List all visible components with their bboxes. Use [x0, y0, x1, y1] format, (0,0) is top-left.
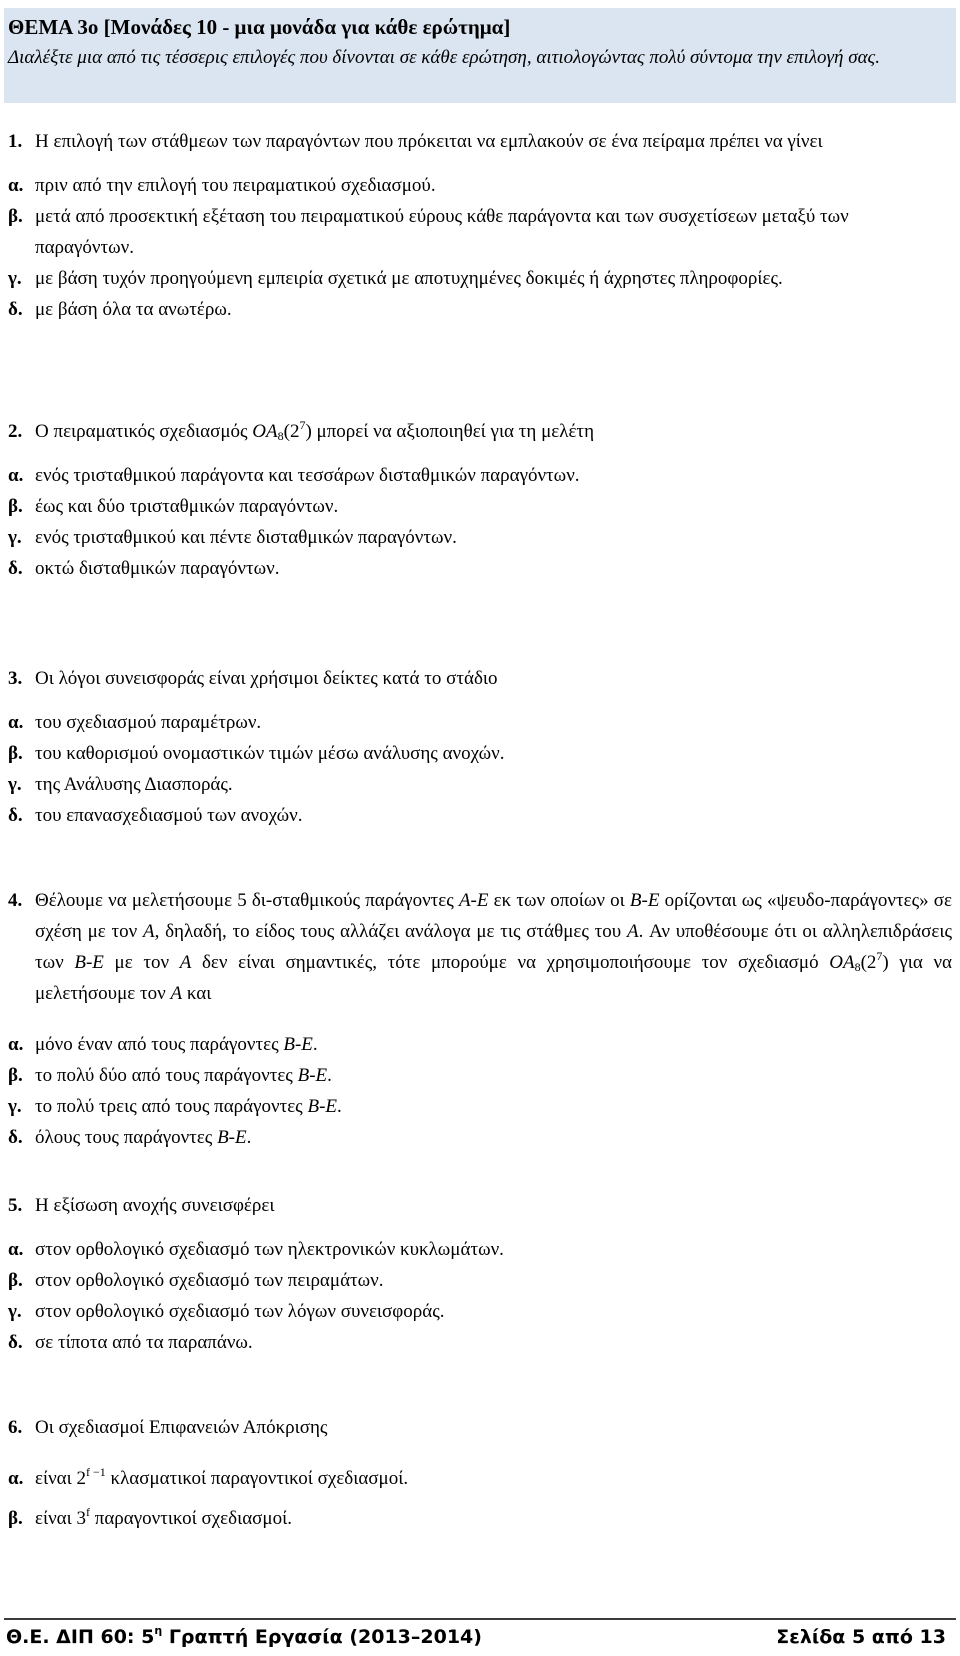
- option-a: [8, 1029, 952, 1060]
- option-a: [8, 170, 952, 201]
- option-text: με βάση όλα τα ανωτέρω.: [35, 299, 232, 320]
- question-text: Ο πειραματικός σχεδιασμός $OA_8(2^7)$ μπορεί να αξιοποιηθεί για τη μελέτη: [35, 418, 595, 443]
- option-text: με βάση τυχόν προηγούμενη εμπειρία σχετικά με αποτυχημένες δοκιμές ή άχρηστες πληροφορίες.: [35, 268, 783, 289]
- option-text: το πολύ δύο από τους παράγοντες B-E.: [35, 1065, 332, 1086]
- option-label: α.: [8, 175, 24, 196]
- option-text: πριν από την επιλογή του πειραματικού σχεδιασμού.: [35, 175, 436, 196]
- option-text: όλους τους παράγοντες B-E.: [35, 1127, 252, 1148]
- question-text: Οι σχεδιασμοί Επιφανειών Απόκρισης: [35, 1417, 328, 1438]
- option-a: [8, 460, 952, 491]
- option-label: β.: [8, 1270, 23, 1291]
- option-label: β.: [8, 1065, 23, 1086]
- question-1: [8, 126, 952, 325]
- option-text: μετά από προσεκτική εξέταση του πειραματικού εύρους κάθε παράγοντα και των συσχετίσεων μεταξύ των παραγόντων.: [35, 206, 849, 258]
- option-a: [8, 1234, 952, 1265]
- option-text: στον ορθολογικό σχεδιασμό των ηλεκτρονικών κυκλωμάτων.: [35, 1239, 504, 1260]
- option-label: δ.: [8, 1127, 23, 1148]
- option-label: δ.: [8, 1332, 23, 1353]
- option-d: [8, 800, 952, 831]
- question-5: [8, 1190, 952, 1358]
- design-name: OA: [252, 421, 278, 442]
- question-6: [8, 1412, 952, 1534]
- option-c: [8, 1091, 952, 1122]
- option-d: [8, 294, 952, 325]
- page-footer: [6, 1624, 946, 1650]
- question-number: 2.: [8, 421, 23, 442]
- option-label: γ.: [8, 1301, 22, 1322]
- question-text: Οι λόγοι συνεισφοράς είναι χρήσιμοι δείκτες κατά το στάδιο: [35, 668, 498, 689]
- option-text: του καθορισμού ονομαστικών τιμών μέσω ανάλυσης ανοχών.: [35, 743, 505, 764]
- option-label: α.: [8, 465, 24, 486]
- option-text: ενός τρισταθμικού παράγοντα και τεσσάρων δισταθμικών παραγόντων.: [35, 465, 580, 486]
- option-text: του επανασχεδιασμού των ανοχών.: [35, 805, 303, 826]
- option-text: σε τίποτα από τα παραπάνω.: [35, 1332, 253, 1353]
- section-instructions: Διαλέξτε μια από τις τέσσερις επιλογές που δίνονται σε κάθε ερώτηση, αιτιολογώντας πολύ σύντομα την επιλογή σας.: [8, 47, 881, 68]
- question-number: 6.: [8, 1417, 23, 1438]
- option-text: της Ανάλυσης Διασποράς.: [35, 774, 233, 795]
- question-text: Η επιλογή των στάθμεων των παραγόντων που πρόκειται να εμπλακούν σε ένα πείραμα πρέπει να γίνει: [35, 131, 823, 152]
- option-a: [8, 707, 952, 738]
- option-c: [8, 522, 952, 553]
- option-label: β.: [8, 1508, 23, 1529]
- section-banner: [4, 8, 956, 103]
- question-number: 5.: [8, 1195, 23, 1216]
- option-c: [8, 769, 952, 800]
- option-b: [8, 738, 952, 769]
- option-label: δ.: [8, 299, 23, 320]
- option-label: δ.: [8, 805, 23, 826]
- option-label: α.: [8, 1239, 24, 1260]
- option-text: στον ορθολογικό σχεδιασμό των πειραμάτων.: [35, 1270, 384, 1291]
- option-b: [8, 1265, 952, 1296]
- question-4: [8, 885, 952, 1153]
- question-3: [8, 663, 952, 831]
- question-number: 4.: [8, 890, 23, 911]
- question-text: Θέλουμε να μελετήσουμε 5 δι-σταθμικούς παράγοντες A-E εκ των οποίων οι B-E ορίζονται ως «ψευδο-παράγοντες» σε σχέση με τον A, δηλαδή, το είδος τους αλλάζει ανάλογα με τις στάθμες του A. Αν υποθέσουμε ότι οι αλληλεπιδράσεις των B-E με τον A δεν είναι σημαντικές, τότε μπορούμε να χρησιμοποιήσουμε τον σχεδιασμό $OA_8(2^7)$ για να μελετήσουμε τον A και: [35, 890, 953, 1004]
- option-label: δ.: [8, 558, 23, 579]
- option-label: β.: [8, 496, 23, 517]
- option-a: [8, 1463, 952, 1494]
- option-text: έως και δύο τρισταθμικών παραγόντων.: [35, 496, 339, 517]
- option-text: οκτώ δισταθμικών παραγόντων.: [35, 558, 280, 579]
- option-d: [8, 1122, 952, 1153]
- option-label: α.: [8, 712, 24, 733]
- option-text: είναι $2^{f -1}$ κλασματικοί παραγοντικοί σχεδιασμοί.: [35, 1465, 409, 1489]
- option-b: [8, 491, 952, 522]
- question-number: 1.: [8, 131, 23, 152]
- option-label: β.: [8, 743, 23, 764]
- option-text: είναι 3$^f$ παραγοντικοί σχεδιασμοί.: [35, 1505, 292, 1529]
- option-label: γ.: [8, 774, 22, 795]
- option-d: [8, 1327, 952, 1358]
- option-text: στον ορθολογικό σχεδιασμό των λόγων συνεισφοράς.: [35, 1301, 445, 1322]
- question-text: Η εξίσωση ανοχής συνεισφέρει: [35, 1195, 275, 1216]
- option-label: β.: [8, 206, 23, 227]
- question-number: 3.: [8, 668, 23, 689]
- option-label: α.: [8, 1034, 24, 1055]
- design-name: OA: [829, 952, 855, 973]
- option-text: του σχεδιασμού παραμέτρων.: [35, 712, 262, 733]
- section-title: ΘΕΜΑ 3ο [Μονάδες 10 - μια μονάδα για κάθε ερώτημα]: [8, 15, 511, 39]
- option-label: γ.: [8, 527, 22, 548]
- option-label: γ.: [8, 268, 22, 289]
- option-b: [8, 1060, 952, 1091]
- option-label: γ.: [8, 1096, 22, 1117]
- option-text: ενός τρισταθμικού και πέντε δισταθμικών παραγόντων.: [35, 527, 457, 548]
- option-b: [8, 201, 952, 263]
- option-d: [8, 553, 952, 584]
- option-label: α.: [8, 1468, 24, 1489]
- option-c: [8, 263, 952, 294]
- footer-page-number: Σελίδα 5 από 13: [776, 1626, 946, 1648]
- option-c: [8, 1296, 952, 1327]
- option-text: το πολύ τρεις από τους παράγοντες B-E.: [35, 1096, 342, 1117]
- footer-divider: [4, 1618, 956, 1620]
- option-text: μόνο έναν από τους παράγοντες B-E.: [35, 1034, 318, 1055]
- footer-course-label: Θ.Ε. ΔΙΠ 60: $5^\eta$ Γραπτή Εργασία (2013–2014): [6, 1624, 482, 1648]
- question-2: [8, 416, 952, 584]
- option-b: [8, 1503, 952, 1534]
